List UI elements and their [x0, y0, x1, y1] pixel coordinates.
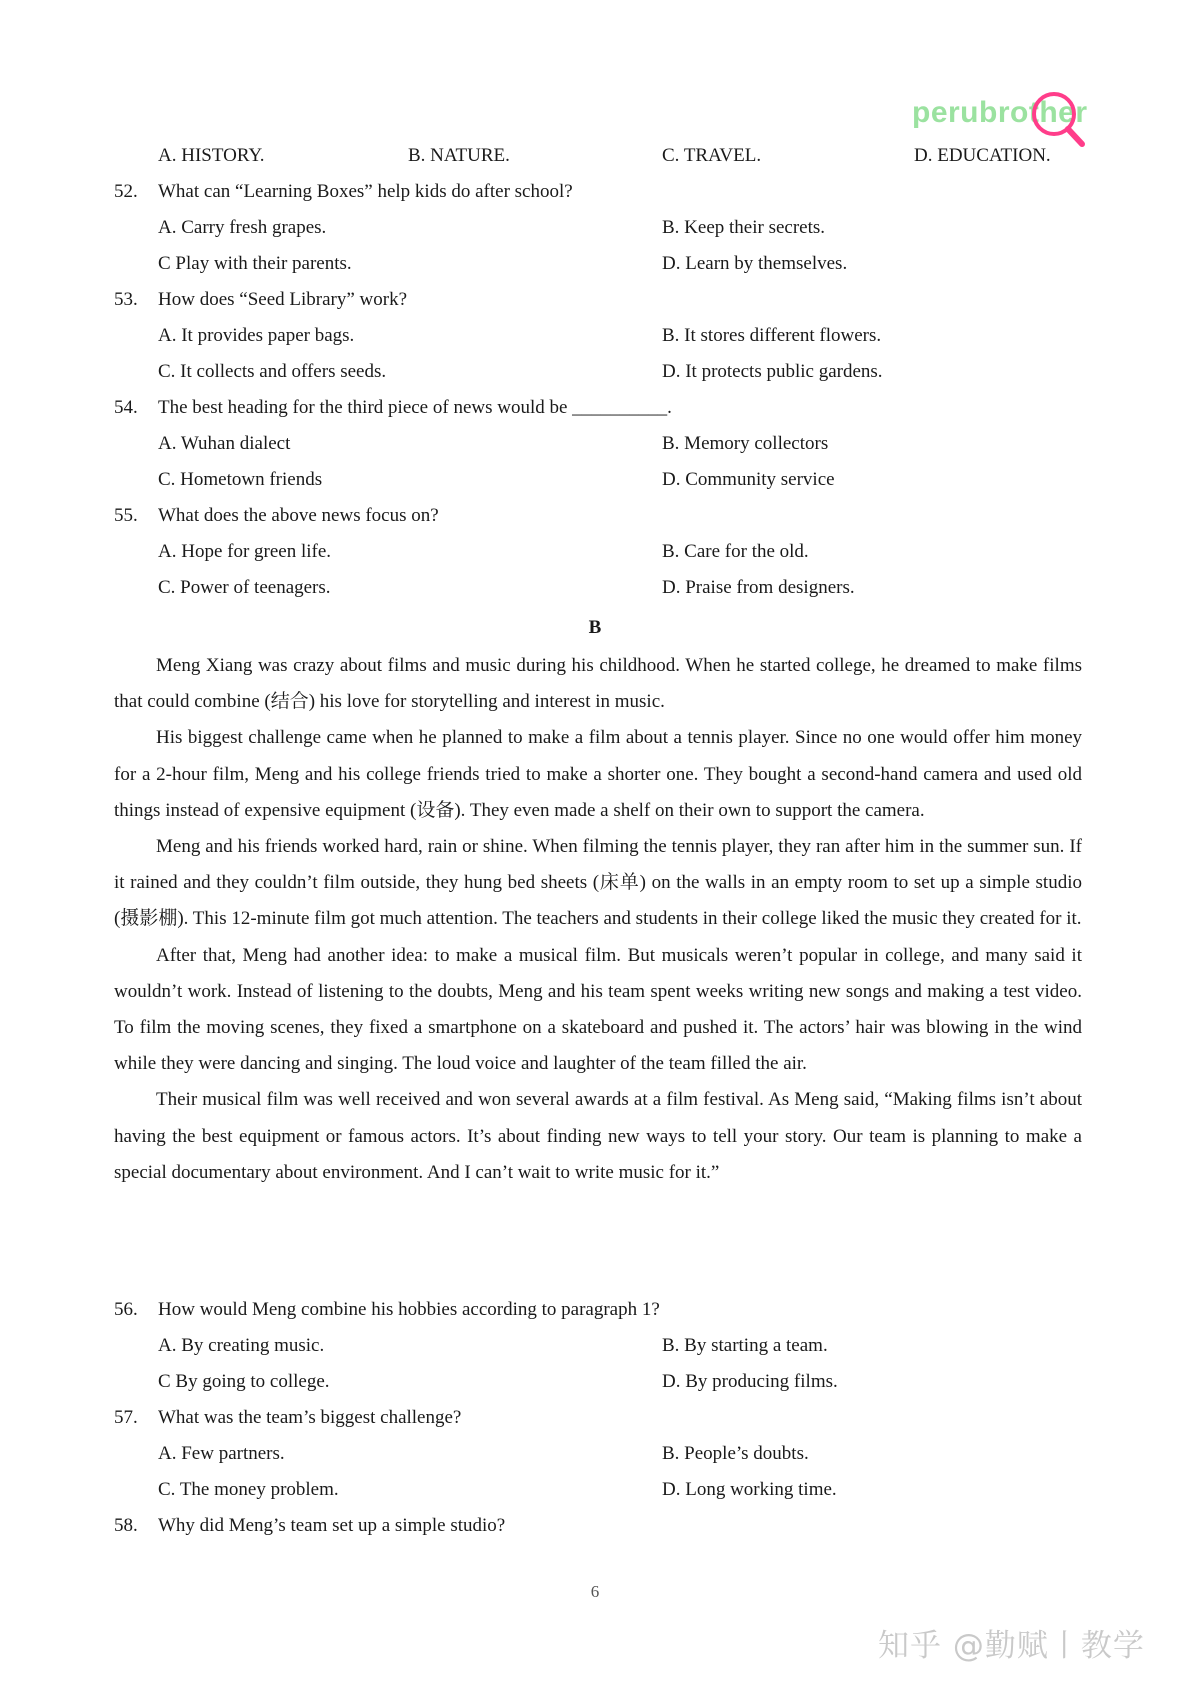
q57-option-d[interactable]: D. Long working time.	[662, 1479, 837, 1500]
question-text: The best heading for the third piece of news would be __________.	[158, 397, 672, 418]
q55-option-c[interactable]: C. Power of teenagers.	[158, 577, 331, 598]
question-text: What was the team’s biggest challenge?	[158, 1407, 462, 1428]
reading-passage	[114, 648, 1082, 1191]
q51-option-b[interactable]: B. NATURE.	[408, 145, 510, 166]
passage-paragraph: Their musical film was well received and won several awards at a film festival. As Meng said, “Making films isn’t about having the best equipment or famous actors. It’s about finding new ways to tell your story. Our team is planning to make a special documentary about environment. And I can’t wait to write music for it.”	[114, 1089, 1082, 1183]
q52-option-a[interactable]: A. Carry fresh grapes.	[158, 217, 327, 238]
passage-paragraph: His biggest challenge came when he planned to make a film about a tennis player. Since no one would offer him money for a 2-hour film, Meng and his college friends tried to make a shorter one. They bought a second-hand camera and used old things instead of expensive equipment (设备). They even made a shelf on their own to support the camera.	[114, 727, 1082, 821]
q56-option-d[interactable]: D. By producing films.	[662, 1371, 838, 1392]
q55-option-b[interactable]: B. Care for the old.	[662, 541, 809, 562]
q53-option-a[interactable]: A. It provides paper bags.	[158, 325, 355, 346]
question-text: How would Meng combine his hobbies according to paragraph 1?	[158, 1299, 660, 1320]
q52-option-c[interactable]: C Play with their parents.	[158, 253, 352, 274]
passage-paragraph: Meng Xiang was crazy about films and music during his childhood. When he started college, he dreamed to make films that could combine (结合) his love for storytelling and interest in music.	[114, 655, 1082, 713]
q56-option-c[interactable]: C By going to college.	[158, 1371, 330, 1392]
question-number: 56.	[114, 1299, 138, 1320]
section-heading: B	[588, 617, 602, 638]
q53-option-d[interactable]: D. It protects public gardens.	[662, 361, 883, 382]
question-number: 55.	[114, 505, 138, 526]
q55-option-d[interactable]: D. Praise from designers.	[662, 577, 855, 598]
question-text: Why did Meng’s team set up a simple studio?	[158, 1515, 506, 1536]
q54-option-c[interactable]: C. Hometown friends	[158, 469, 323, 490]
q52-option-d[interactable]: D. Learn by themselves.	[662, 253, 848, 274]
q53-option-c[interactable]: C. It collects and offers seeds.	[158, 361, 387, 382]
q54-option-b[interactable]: B. Memory collectors	[662, 433, 829, 454]
logo-text: perubrother	[912, 96, 1088, 129]
q51-option-d[interactable]: D. EDUCATION.	[914, 145, 1051, 166]
logo	[912, 92, 1112, 152]
watermark: 知乎 @勤赋丨教学	[878, 1628, 1145, 1664]
q51-option-a[interactable]: A. HISTORY.	[158, 145, 265, 166]
q51-option-c[interactable]: C. TRAVEL.	[662, 145, 762, 166]
page-number: 6	[590, 1582, 600, 1601]
q56-option-a[interactable]: A. By creating music.	[158, 1335, 325, 1356]
q54-option-d[interactable]: D. Community service	[662, 469, 835, 490]
question-number: 53.	[114, 289, 138, 310]
q56-option-b[interactable]: B. By starting a team.	[662, 1335, 828, 1356]
question-number: 54.	[114, 397, 138, 418]
question-text: How does “Seed Library” work?	[158, 289, 408, 310]
q53-option-b[interactable]: B. It stores different flowers.	[662, 325, 882, 346]
q57-option-b[interactable]: B. People’s doubts.	[662, 1443, 809, 1464]
q57-option-c[interactable]: C. The money problem.	[158, 1479, 339, 1500]
question-text: What does the above news focus on?	[158, 505, 439, 526]
q55-option-a[interactable]: A. Hope for green life.	[158, 541, 332, 562]
passage-paragraph: Meng and his friends worked hard, rain or shine. When filming the tennis player, they ran after him in the summer sun. If it rained and they couldn’t film outside, they hung bed sheets (床单) on the walls in an empty room to set up a simple studio (摄影棚). This 12-minute film got much attention. The teachers and students in their college liked the music they created for it.	[114, 836, 1082, 930]
q52-option-b[interactable]: B. Keep their secrets.	[662, 217, 826, 238]
question-number: 57.	[114, 1407, 138, 1428]
question-number: 52.	[114, 181, 138, 202]
q54-option-a[interactable]: A. Wuhan dialect	[158, 433, 291, 454]
q57-option-a[interactable]: A. Few partners.	[158, 1443, 285, 1464]
passage-paragraph: After that, Meng had another idea: to make a musical film. But musicals weren’t popular in college, and many said it wouldn’t work. Instead of listening to the doubts, Meng and his team spent weeks writing new songs and making a test video. To film the moving scenes, they fixed a smartphone on a skateboard and pushed it. The actors’ hair was blowing in the wind while they were dancing and singing. The loud voice and laughter of the team filled the air.	[114, 944, 1082, 1075]
question-text: What can “Learning Boxes” help kids do after school?	[158, 181, 573, 202]
question-number: 58.	[114, 1515, 138, 1536]
